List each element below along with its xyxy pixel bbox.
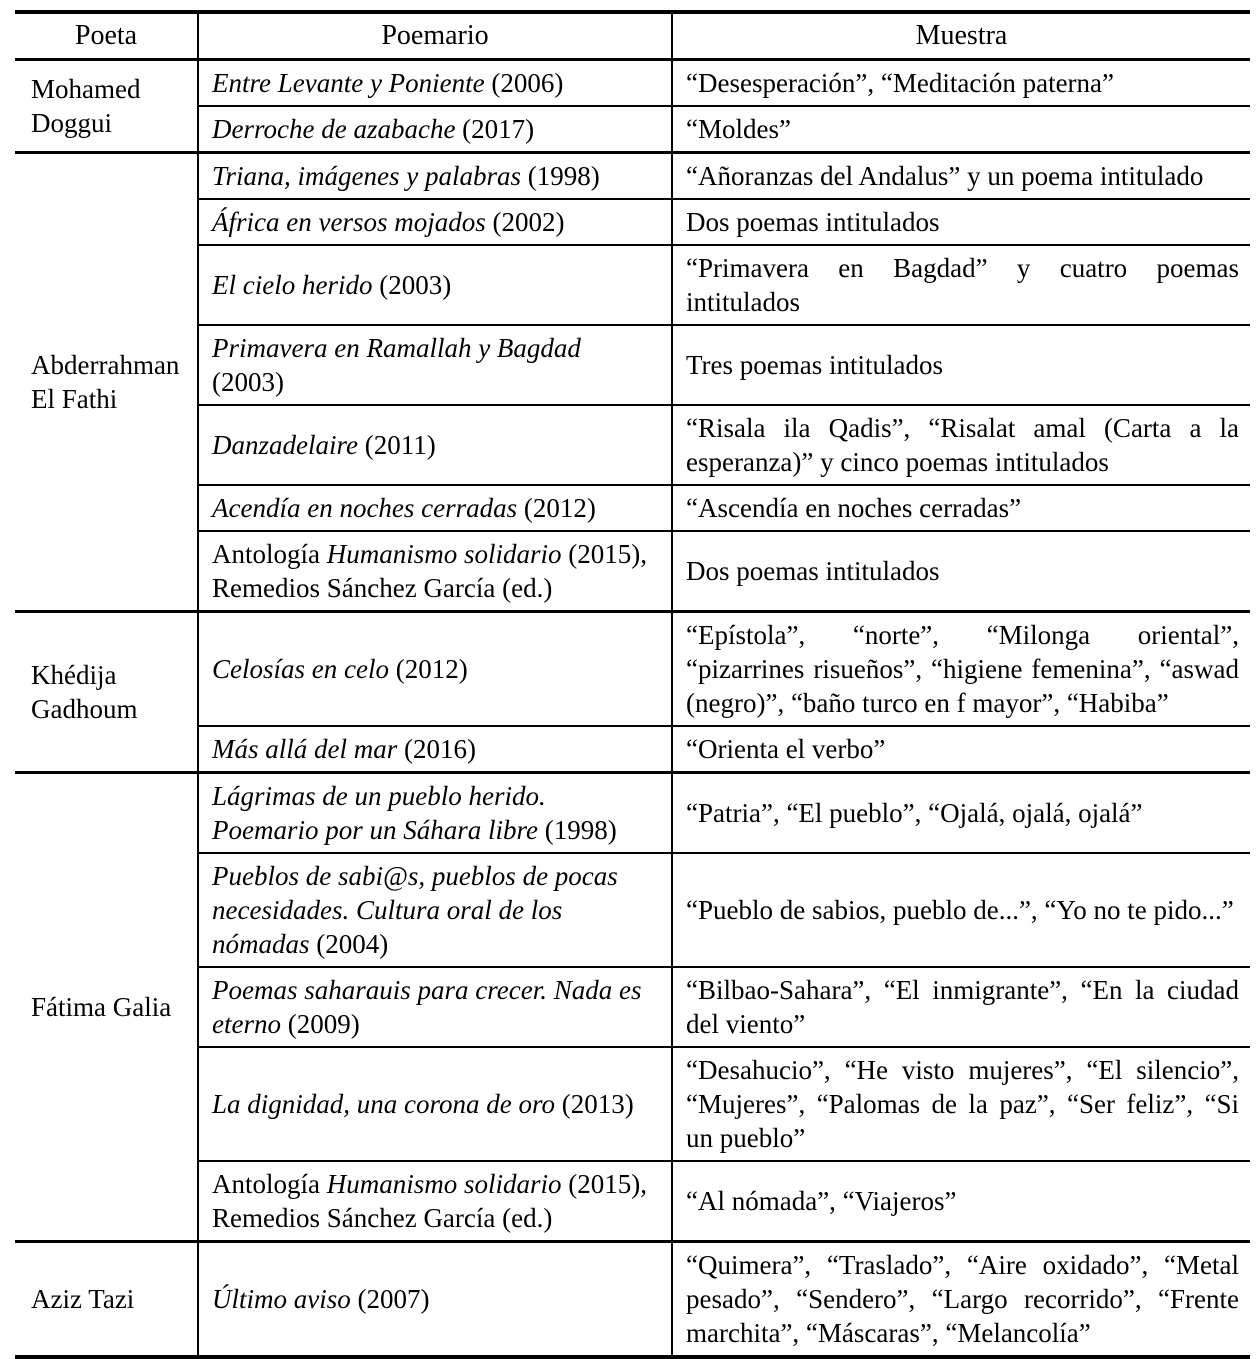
poemario-title: Último aviso [212,1284,351,1314]
poemario-cell [198,1161,672,1242]
poemario-plain-text: (2003) [212,367,284,397]
poemario-plain-text: (2003) [372,270,452,300]
poemario-plain-text: (2006) [484,68,564,98]
poemario-plain-text: (2002) [485,207,565,237]
poemario-title: Pueblos de sabi@s, pueblos de pocas necesidades. Cultura oral de los nómadas [212,861,618,959]
poemario-cell [198,245,672,325]
muestra-cell: “Patria”, “El pueblo”, “Ojalá, ojalá, ojalá” [672,773,1250,854]
poemario-plain-text: (2012) [517,493,596,523]
table-row [15,199,1250,245]
poemario-cell [198,967,672,1047]
muestra-cell: Dos poemas intitulados [672,199,1250,245]
table-row [15,773,1250,854]
poet-cell: Aziz Tazi [15,1242,198,1358]
poet-cell: Khédija Gadhoum [15,612,198,773]
table-row [15,531,1250,612]
poemario-plain-text: (2016) [397,734,476,764]
poemario-cell [198,60,672,107]
table-row [15,1047,1250,1161]
muestra-cell: “Desesperación”, “Meditación paterna” [672,60,1250,107]
muestra-cell: “Bilbao-Sahara”, “El inmigrante”, “En la ciudad del viento” [672,967,1250,1047]
muestra-cell: “Al nómada”, “Viajeros” [672,1161,1250,1242]
poemario-cell [198,405,672,485]
table-row [15,853,1250,967]
table-row [15,726,1250,773]
poemario-plain-text: (2012) [388,654,468,684]
poemario-title: Primavera en Ramallah y Bagdad [212,333,581,363]
table-row [15,325,1250,405]
table-row [15,485,1250,531]
poemario-title: África en versos mojados [212,207,486,237]
table-row [15,1161,1250,1242]
poemario-title: Danzadelaire [212,430,358,460]
poemario-plain-text: (2017) [455,114,535,144]
poemario-cell [198,773,672,854]
muestra-cell: “Ascendía en noches cerradas” [672,485,1250,531]
poemario-cell [198,153,672,200]
table-row [15,1242,1250,1358]
table-body [15,60,1250,1358]
poemario-cell [198,853,672,967]
muestra-cell: “Moldes” [672,106,1250,153]
poemario-title: El cielo herido [212,270,373,300]
muestra-cell: “Primavera en Bagdad” y cuatro poemas intitulados [672,245,1250,325]
poemario-title: Humanismo solidario [326,1169,562,1199]
poemario-title: Triana, imágenes y palabras [212,161,522,191]
table-row [15,405,1250,485]
muestra-cell: “Quimera”, “Traslado”, “Aire oxidado”, “Metal pesado”, “Sendero”, “Largo recorrido”, “Frente marchita”, “Máscaras”, “Melancolía” [672,1242,1250,1358]
column-header-poeta: Poeta [15,12,198,60]
column-header-muestra: Muestra [672,12,1250,60]
poemario-cell [198,325,672,405]
poemario-plain-text: (2015), Remedios Sánchez García (ed.) [212,1169,648,1233]
muestra-cell: Tres poemas intitulados [672,325,1250,405]
poemario-plain-text: Antología [212,539,327,569]
table-row [15,60,1250,107]
poemario-title: La dignidad, una corona de oro [212,1089,555,1119]
muestra-cell: “Añoranzas del Andalus” y un poema intitulado [672,153,1250,200]
poemario-title: Derroche de azabache [212,114,456,144]
poemario-plain-text: (2015), Remedios Sánchez García (ed.) [212,539,648,603]
poemario-cell [198,199,672,245]
poemario-cell [198,612,672,727]
poemario-cell [198,1242,672,1358]
table-row [15,967,1250,1047]
poemario-plain-text: (2007) [350,1284,430,1314]
table-header [15,12,1250,60]
table-row [15,245,1250,325]
muestra-cell: “Desahucio”, “He visto mujeres”, “El silencio”, “Mujeres”, “Palomas de la paz”, “Ser feliz”, “Si un pueblo” [672,1047,1250,1161]
poemario-plain-text: (2013) [555,1089,634,1119]
muestra-cell: “Orienta el verbo” [672,726,1250,773]
poets-table [15,10,1250,1359]
poemario-cell [198,485,672,531]
poemario-plain-text: Antología [212,1169,327,1199]
poemario-cell [198,531,672,612]
poemario-title: Más allá del mar [212,734,398,764]
poemario-plain-text: (1998) [521,161,600,191]
poemario-plain-text: (2009) [280,1009,360,1039]
poet-cell: Fátima Galia [15,773,198,1242]
poet-cell: Mohamed Doggui [15,60,198,153]
poemario-title: Poemas saharauis para crecer. Nada es eterno [212,975,642,1039]
poemario-plain-text: (1998) [538,815,617,845]
poemario-title: Entre Levante y Poniente [212,68,485,98]
muestra-cell: Dos poemas intitulados [672,531,1250,612]
poemario-cell [198,726,672,773]
column-header-poemario: Poemario [198,12,672,60]
muestra-cell: “Epístola”, “norte”, “Milonga oriental”, “pizarrines risueños”, “higiene femenina”, “aswad (negro)”, “baño turco en f mayor”, “Habiba” [672,612,1250,727]
header-row [15,12,1250,60]
poemario-cell [198,106,672,153]
poemario-plain-text: (2004) [309,929,389,959]
muestra-cell: “Risala ila Qadis”, “Risalat amal (Carta a la esperanza)” y cinco poemas intitulados [672,405,1250,485]
poemario-title: Acendía en noches cerradas [212,493,518,523]
poemario-title: Lágrimas de un pueblo herido. Poemario por un Sáhara libre [212,781,546,845]
poemario-plain-text: (2011) [357,430,436,460]
poemario-title: Humanismo solidario [326,539,562,569]
poemario-cell [198,1047,672,1161]
poemario-title: Celosías en celo [212,654,389,684]
table-row [15,106,1250,153]
poet-cell: Abderrahman El Fathi [15,153,198,612]
table-row [15,153,1250,200]
muestra-cell: “Pueblo de sabios, pueblo de...”, “Yo no te pido...” [672,853,1250,967]
table-row [15,612,1250,727]
